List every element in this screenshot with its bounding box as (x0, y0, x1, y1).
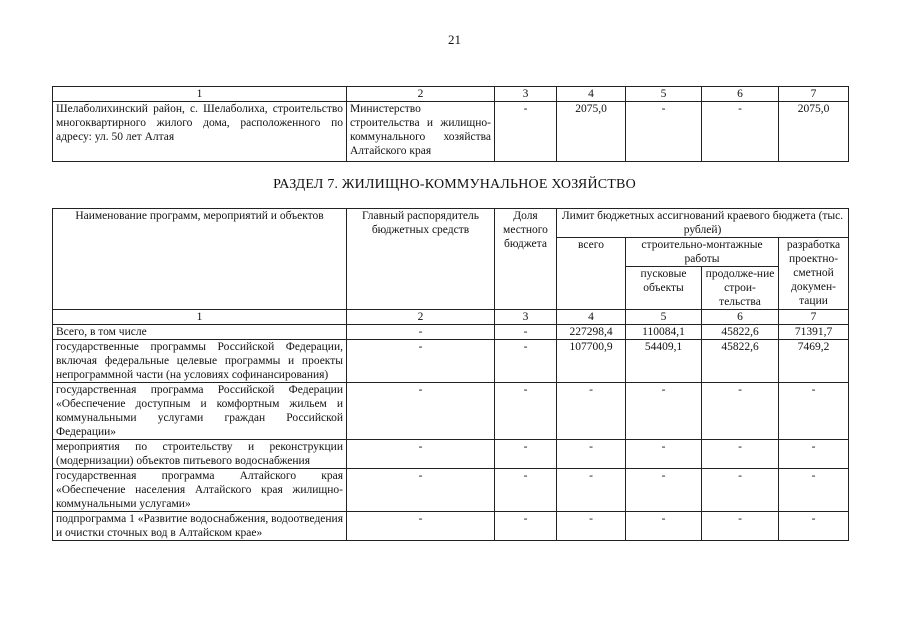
col-num: 2 (347, 87, 495, 102)
cell: - (702, 102, 779, 162)
header-total: всего (557, 238, 626, 310)
cell: 45822,6 (702, 340, 779, 383)
cell: - (557, 440, 626, 469)
cell: - (626, 383, 702, 440)
cell: - (495, 440, 557, 469)
row-name: подпрограмма 1 «Развитие водоснабжения, водоотведения и очистки сточных вод в Алтайском крае» (53, 512, 347, 541)
col-num: 4 (557, 87, 626, 102)
table-row (53, 512, 849, 541)
header-continued: продолже-ние строи-тельства (702, 267, 779, 310)
cell: - (495, 325, 557, 340)
header-row (53, 209, 849, 238)
cell: - (347, 440, 495, 469)
cell: - (495, 102, 557, 162)
housing-table (52, 208, 849, 541)
cell: - (626, 440, 702, 469)
cell: 227298,4 (557, 325, 626, 340)
cell: - (702, 440, 779, 469)
table-row (53, 325, 849, 340)
col-num: 5 (626, 87, 702, 102)
cell: 107700,9 (557, 340, 626, 383)
header-local-share: Доля местного бюджета (495, 209, 557, 310)
row-name: государственная программа Алтайского края «Обеспечение населения Алтайского края жилищно-коммунальными услугами» (53, 469, 347, 512)
cell: - (702, 512, 779, 541)
cell: - (779, 383, 849, 440)
row-name: государственная программа Российской Федерации «Обеспечение доступным и комфортным жильем и коммунальными услугами граждан Российской Федерации» (53, 383, 347, 440)
header-limit: Лимит бюджетных ассигнований краевого бюджета (тыс. рублей) (557, 209, 849, 238)
header-name: Наименование программ, мероприятий и объектов (53, 209, 347, 310)
table-row (53, 440, 849, 469)
cell: - (557, 512, 626, 541)
cell: - (779, 440, 849, 469)
row-name: государственные программы Российской Федерации, включая федеральные целевые программы и проекты непрограммной части (на условиях софинансирования) (53, 340, 347, 383)
header-launch: пусковые объекты (626, 267, 702, 310)
column-number-row (53, 87, 849, 102)
header-design: разработка проектно-сметной докумен-тации (779, 238, 849, 310)
cell: - (626, 469, 702, 512)
cell: - (347, 512, 495, 541)
cell: - (557, 469, 626, 512)
page-number: 21 (448, 32, 461, 47)
cell: 2075,0 (557, 102, 626, 162)
budget-manager: Министерство строительства и жилищно-коммунального хозяйства Алтайского края (347, 102, 495, 162)
continuation-table (52, 86, 849, 162)
cell: - (347, 340, 495, 383)
col-num: 5 (626, 310, 702, 325)
cell: 110084,1 (626, 325, 702, 340)
cell: - (347, 469, 495, 512)
object-name: Шелаболихинский район, с. Шелаболиха, строительство многоквартирного жилого дома, расположенного по адресу: ул. 50 лет Алтая (53, 102, 347, 162)
cell: 71391,7 (779, 325, 849, 340)
section-title: РАЗДЕЛ 7. ЖИЛИЩНО-КОММУНАЛЬНОЕ ХОЗЯЙСТВО (273, 177, 636, 192)
header-construction: строительно-монтажные работы (626, 238, 779, 267)
table-row (53, 383, 849, 440)
col-num: 6 (702, 310, 779, 325)
row-name: Всего, в том числе (53, 325, 347, 340)
cell: - (495, 512, 557, 541)
table-row (53, 340, 849, 383)
cell: - (557, 383, 626, 440)
cell: - (495, 340, 557, 383)
col-num: 4 (557, 310, 626, 325)
col-num: 2 (347, 310, 495, 325)
cell: 7469,2 (779, 340, 849, 383)
cell: - (495, 383, 557, 440)
table-row (53, 469, 849, 512)
cell: 2075,0 (779, 102, 849, 162)
col-num: 1 (53, 87, 347, 102)
column-number-row (53, 310, 849, 325)
cell: - (347, 325, 495, 340)
cell: - (779, 469, 849, 512)
col-num: 7 (779, 87, 849, 102)
header-manager: Главный распорядитель бюджетных средств (347, 209, 495, 310)
cell: - (495, 469, 557, 512)
col-num: 1 (53, 310, 347, 325)
col-num: 3 (495, 310, 557, 325)
row-name: мероприятия по строительству и реконструкции (модернизации) объектов питьевого водоснабжения (53, 440, 347, 469)
cell: - (702, 469, 779, 512)
col-num: 3 (495, 87, 557, 102)
cell: - (702, 383, 779, 440)
table-row (53, 102, 849, 162)
cell: - (347, 383, 495, 440)
cell: - (626, 512, 702, 541)
cell: 45822,6 (702, 325, 779, 340)
col-num: 6 (702, 87, 779, 102)
cell: - (626, 102, 702, 162)
cell: 54409,1 (626, 340, 702, 383)
cell: - (779, 512, 849, 541)
col-num: 7 (779, 310, 849, 325)
